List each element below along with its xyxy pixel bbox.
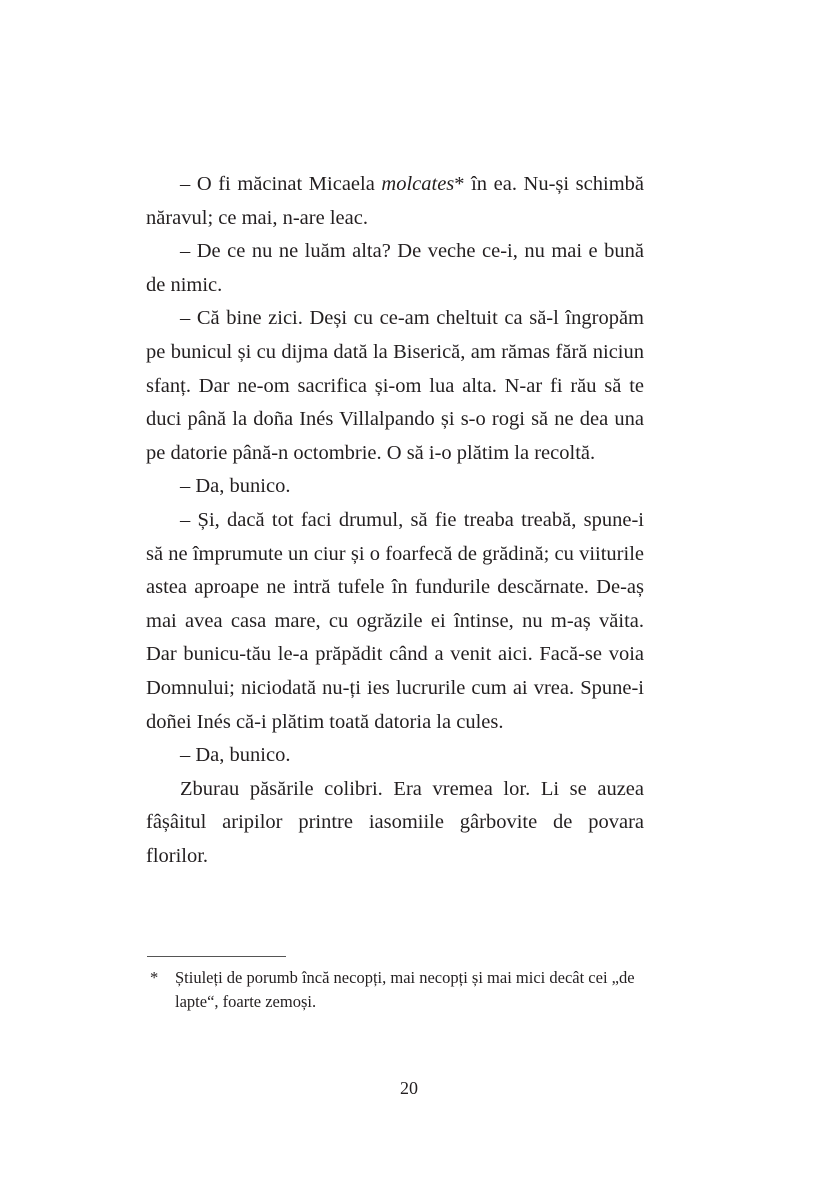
paragraph-4: – Da, bunico. <box>180 475 291 498</box>
footnote-mark: * <box>150 968 159 987</box>
paragraph-7: Zburau păsările colibri. Era vremea lor. Li se auzea fâșâitul aripilor printre iasomiile gârbovite de povara florilor. <box>146 777 644 867</box>
footnote-divider <box>147 956 286 957</box>
paragraph-1-text-cont: * în ea. Nu-și schimbă năravul; ce mai, n-are leac. <box>146 173 645 229</box>
footnote-text: Știuleți de porumb încă necopți, mai necopți și mai mici decât cei „de lapte“, foarte zemoși. <box>175 968 635 1011</box>
page-number: 20 <box>400 1078 418 1098</box>
footnote <box>147 966 644 1014</box>
italic-term: molcates <box>381 173 455 195</box>
paragraph-6: – Da, bunico. <box>180 744 291 767</box>
paragraph-1 <box>146 168 644 235</box>
paragraph-2: – De ce nu ne luăm alta? De veche ce-i, nu mai e bună de nimic. <box>146 240 644 296</box>
paragraph-3: – Că bine zici. Deși cu ce-am cheltuit ca să-l îngropăm pe bunicul și cu dijma dată la Biserică, am rămas fără niciun sfanț. Dar ne-om sacrifica și-om lua alta. N-ar fi rău să te duci până la doña Inés Villalpando și s-o rogi să ne dea una pe datorie până-n octombrie. O să i-o plătim la recoltă. <box>146 307 644 464</box>
paragraph-5: – Și, dacă tot faci drumul, să fie treaba treabă, spune-i să ne împrumute un ciur și o foarfecă de grădină; cu viiturile astea aproape ne intră tufele în fundurile descărnate. De-aș mai avea casa mare, cu ogrăzile ei întinse, nu m-aș văita. Dar bunicu-tău le-a prăpădit când a venit aici. Facă-se voia Domnului; niciodată nu-ți ies lucrurile cum ai vrea. Spune-i doñei Inés că-i plătim toată datoria la cules. <box>146 508 644 733</box>
body-text <box>146 168 644 873</box>
paragraph-1-text: – O fi măcinat Micaela <box>180 173 382 195</box>
